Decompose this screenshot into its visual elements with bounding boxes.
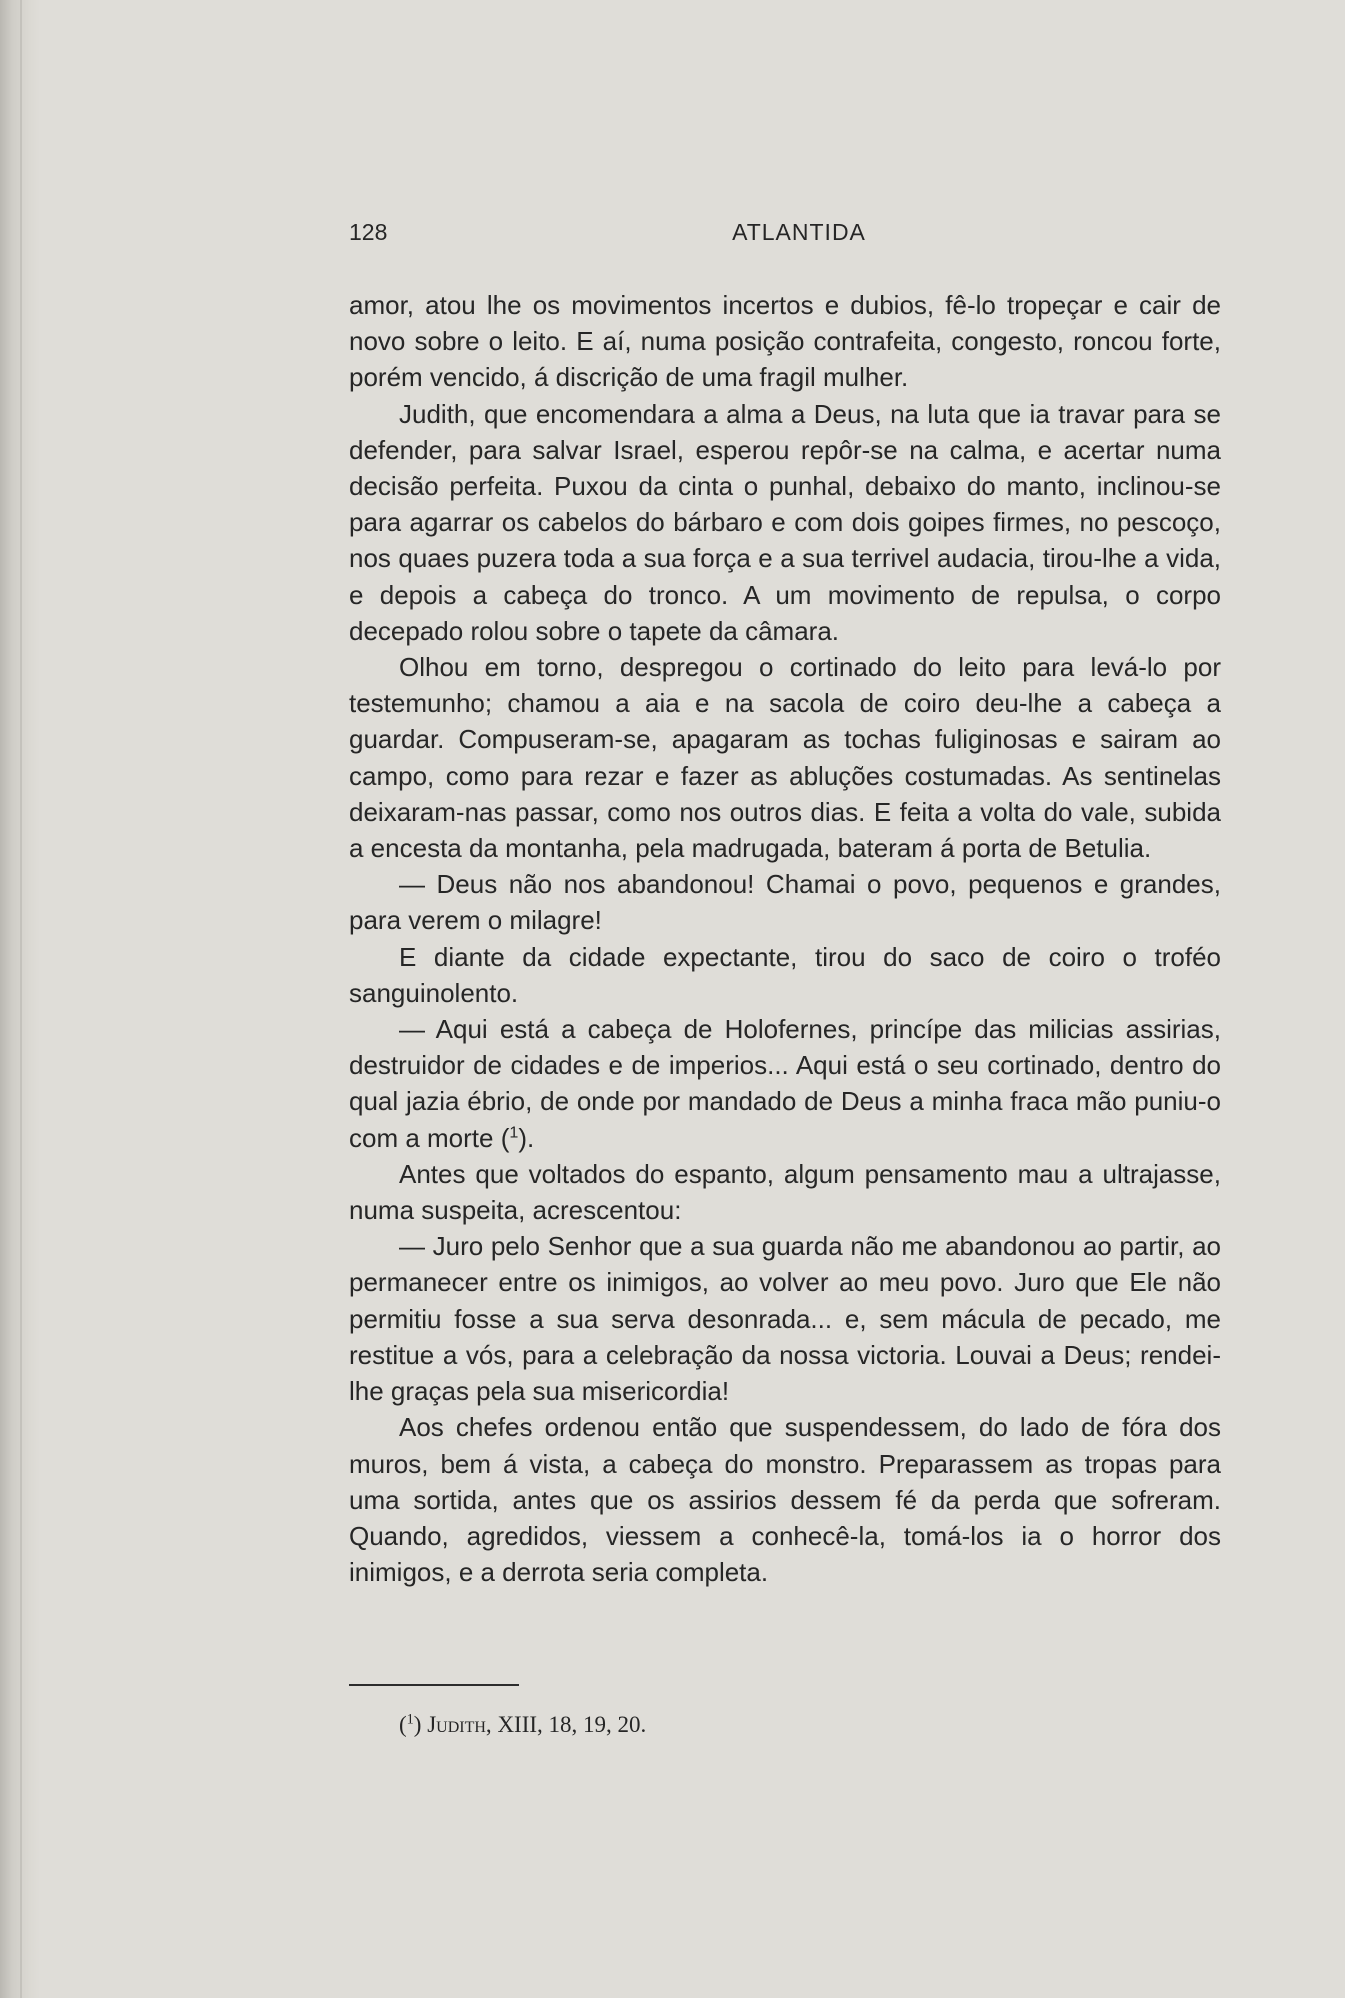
footnote-reference-text: XIII, 18, 19, 20. xyxy=(497,1712,647,1737)
page-number: 128 xyxy=(349,219,388,245)
footnote-marker: 1 xyxy=(406,1711,414,1728)
footnote-open: ( xyxy=(399,1712,407,1737)
paragraph: — Deus não nos abandonou! Chamai o povo, pequenos e grandes, para verem o milagre! xyxy=(349,869,1221,936)
paragraph: Olhou em torno, despregou o cortinado do leito para levá-lo por testemunho; chamou a aia e na sacola de coiro deu-lhe a cabeça a guardar. Compuseram-se, apagaram as tochas fuliginosas e sairam ao campo, como para rezar e fazer as abluções costumadas. As sentinelas deixaram-nas passar, como nos outros dias. E feita a volta do vale, subida a encesta da montanha, pela madrugada, bateram á porta de Betulia. xyxy=(349,652,1221,864)
paragraph: E diante da cidade expectante, tirou do saco de coiro o troféo sanguinolento. xyxy=(349,941,1221,1008)
footnote xyxy=(399,1710,646,1740)
paragraph: Antes que voltados do espanto, algum pensamento mau a ultrajasse, numa suspeita, acrescentou: xyxy=(349,1158,1221,1226)
paragraph: — Juro pelo Senhor que a sua guarda não me abandonou ao partir, ao permanecer entre os inimigos, ao volver ao meu povo. Juro que Ele não permitiu fosse a sua serva desonrada... e, sem mácula de pecado, me restitue a vós, para a celebração da nossa victoria. Louvai a Deus; rendei-lhe graças pela sua misericordia! xyxy=(349,1231,1221,1407)
paragraph: amor, atou lhe os movimentos incertos e dubios, fê-lo tropeçar e cair de novo sobre o leito. E aí, numa posição contrafeita, congesto, roncou forte, porém vencido, á discrição de uma fragil mulher. xyxy=(349,290,1221,393)
paragraph-text: — Aqui está a cabeça de Holofernes, princípe das milicias assirias, destruidor de cidades e de imperios... Aqui está o seu cortinado, dentro do qual jazia ébrio, de onde por mandado de Deus a minha fraca mão puniu-o com a morte ( xyxy=(349,1014,1221,1153)
running-head xyxy=(349,219,1221,253)
page-binding-edge xyxy=(0,0,40,1998)
reference-close: ). xyxy=(518,1122,535,1153)
paragraph: Judith, que encomendara a alma a Deus, na luta que ia travar para se defender, para salvar Israel, esperou repôr-se na calma, e acertar numa decisão perfeita. Puxou da cinta o punhal, debaixo do manto, inclinou-se para agarrar os cabelos do bárbaro e com dois goipes firmes, no pescoço, nos quaes puzera toda a sua força e a sua terrivel audacia, tirou-lhe a vida, e depois a cabeça do tronco. A um movimento de repulsa, o corpo decepado rolou sobre o tapete da câmara. xyxy=(349,398,1221,646)
body-text xyxy=(349,287,1221,1590)
footnote-source: Judith, xyxy=(427,1712,492,1737)
footnote-reference: 1 xyxy=(509,1123,519,1142)
footnote-divider xyxy=(349,1684,519,1686)
running-title: ATLANTIDA xyxy=(732,219,866,245)
paragraph: Aos chefes ordenou então que suspendessem, do lado de fóra dos muros, bem á vista, a cabeça do monstro. Preparassem as tropas para uma sortida, antes que os assirios dessem fé da perda que sofreram. Quando, agredidos, viessem a conhecê-la, tomá-los ia o horror dos inimigos, e a derrota seria completa. xyxy=(349,1412,1221,1588)
paragraph-with-note xyxy=(349,1011,1221,1156)
footnote-close: ) xyxy=(413,1712,422,1737)
